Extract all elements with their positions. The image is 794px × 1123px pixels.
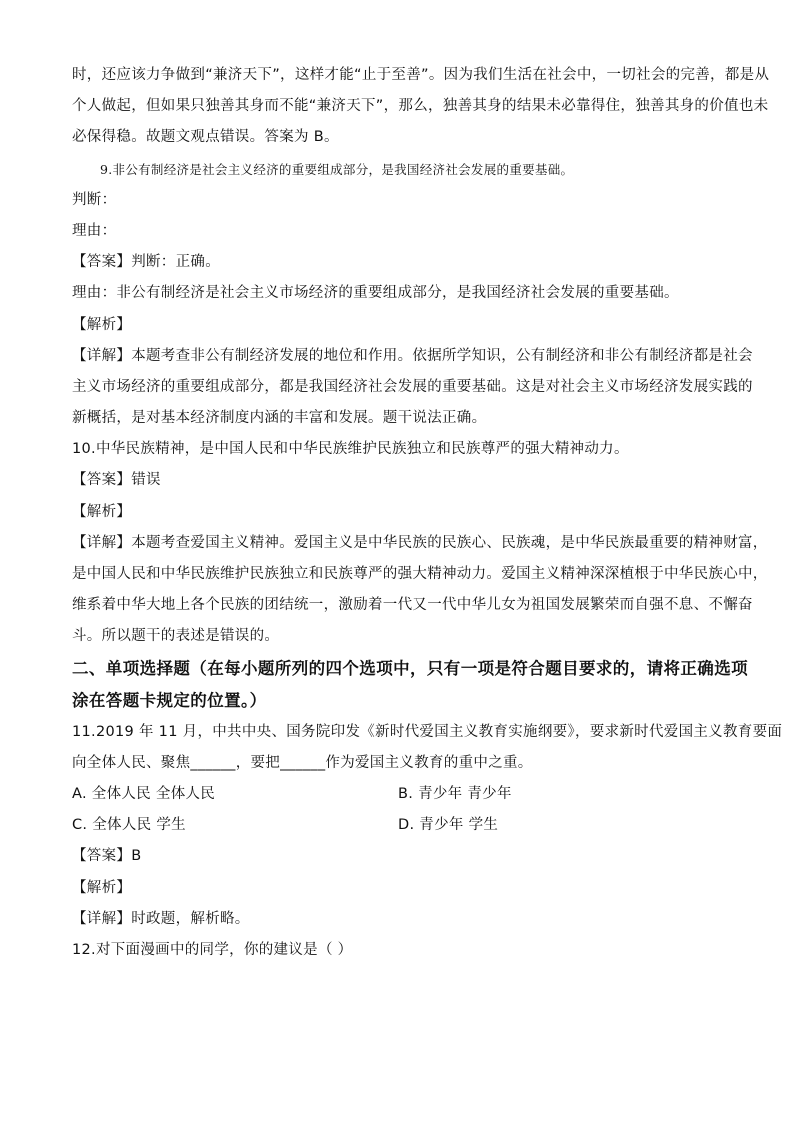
text-line: 个人做起，但如果只独善其身而不能“兼济天下”，那么，独善其身的结果未必靠得住，独善其身的价值也未 <box>72 98 769 115</box>
section-title: 二、单项选择题（在每小题所列的四个选项中，只有一项是符合题目要求的，请将正确选项 <box>72 658 748 678</box>
detail-text: 斗。所以题干的表述是错误的。 <box>72 628 280 645</box>
option-c: C. 全体人民 学生 <box>72 817 186 834</box>
answer-text: 错误 <box>131 472 161 489</box>
question-12-stem: 12.对下面漫画中的同学，你的建议是（ ） <box>72 941 353 958</box>
option-d: D. 青少年 学生 <box>398 817 499 834</box>
answer-text: B <box>131 848 142 865</box>
option-a: A. 全体人民 全体人民 <box>72 785 216 802</box>
answer-line <box>72 841 724 872</box>
detail-tag: 【详解】 <box>72 534 132 551</box>
judge-label: 判断： <box>72 191 117 208</box>
option-b: B. 青少年 青少年 <box>398 785 512 802</box>
question-11-stem: 向全体人民、聚焦______，要把______作为爱国主义教育的重中之重。 <box>72 754 533 771</box>
detail-line <box>72 341 753 372</box>
detail-text: 本题考查爱国主义精神。爱国主义是中华民族的民族心、民族魂，是中华民族最重要的精神财富， <box>131 534 768 551</box>
option-row <box>72 810 724 841</box>
detail-text: 新概括，是对基本经济制度内涵的丰富和发展。题干说法正确。 <box>72 410 487 427</box>
reason-label: 理由： <box>72 222 117 239</box>
document-page <box>72 60 783 966</box>
answer-tag: 【答案】 <box>72 848 132 865</box>
detail-text: 本题考查非公有制经济发展的地位和作用。依据所学知识，公有制经济和非公有制经济都是社会 <box>131 347 753 364</box>
detail-text: 时政题，解析略。 <box>131 910 250 927</box>
answer-line <box>72 247 724 278</box>
analysis-tag: 【解析】 <box>72 879 132 896</box>
detail-text: 主义市场经济的重要组成部分，都是我国经济社会发展的重要基础。这是对社会主义市场经济发展实践的 <box>72 378 753 395</box>
analysis-tag: 【解析】 <box>72 503 132 520</box>
answer-text: 判断：正确。 <box>131 254 221 271</box>
text-line: 时，还应该力争做到“兼济天下”，这样才能“止于至善”。因为我们生活在社会中，一切社会的完善，都是从 <box>72 67 770 83</box>
detail-line <box>72 904 724 935</box>
question-9-stem: 9.非公有制经济是社会主义经济的重要组成部分，是我国经济社会发展的重要基础。 <box>100 161 574 177</box>
detail-line <box>72 528 768 559</box>
detail-tag: 【详解】 <box>72 347 132 364</box>
answer-line <box>72 465 724 496</box>
text-line: 必保得稳。故题文观点错误。答案为 B。 <box>72 129 339 146</box>
question-10-stem: 10.中华民族精神，是中国人民和中华民族维护民族独立和民族尊严的强大精神动力。 <box>72 441 629 458</box>
section-title: 涂在答题卡规定的位置。） <box>72 690 267 710</box>
detail-tag: 【详解】 <box>72 910 132 927</box>
option-row <box>72 779 724 810</box>
answer-tag: 【答案】 <box>72 254 132 271</box>
answer-tag: 【答案】 <box>72 472 132 489</box>
reason-text: 理由：非公有制经济是社会主义市场经济的重要组成部分，是我国经济社会发展的重要基础。 <box>72 285 679 302</box>
analysis-tag: 【解析】 <box>72 316 132 333</box>
detail-text: 维系着中华大地上各个民族的团结统一，激励着一代又一代中华儿女为祖国发展繁荣而自强不息、不懈奋 <box>72 597 753 614</box>
question-11-stem: 11.2019 年 11 月，中共中央、国务院印发《新时代爱国主义教育实施纲要》，要求新时代爱国主义教育要面 <box>72 723 783 740</box>
detail-text: 是中国人民和中华民族维护民族独立和民族尊严的强大精神动力。爱国主义精神深深植根于中华民族心中， <box>72 566 768 582</box>
